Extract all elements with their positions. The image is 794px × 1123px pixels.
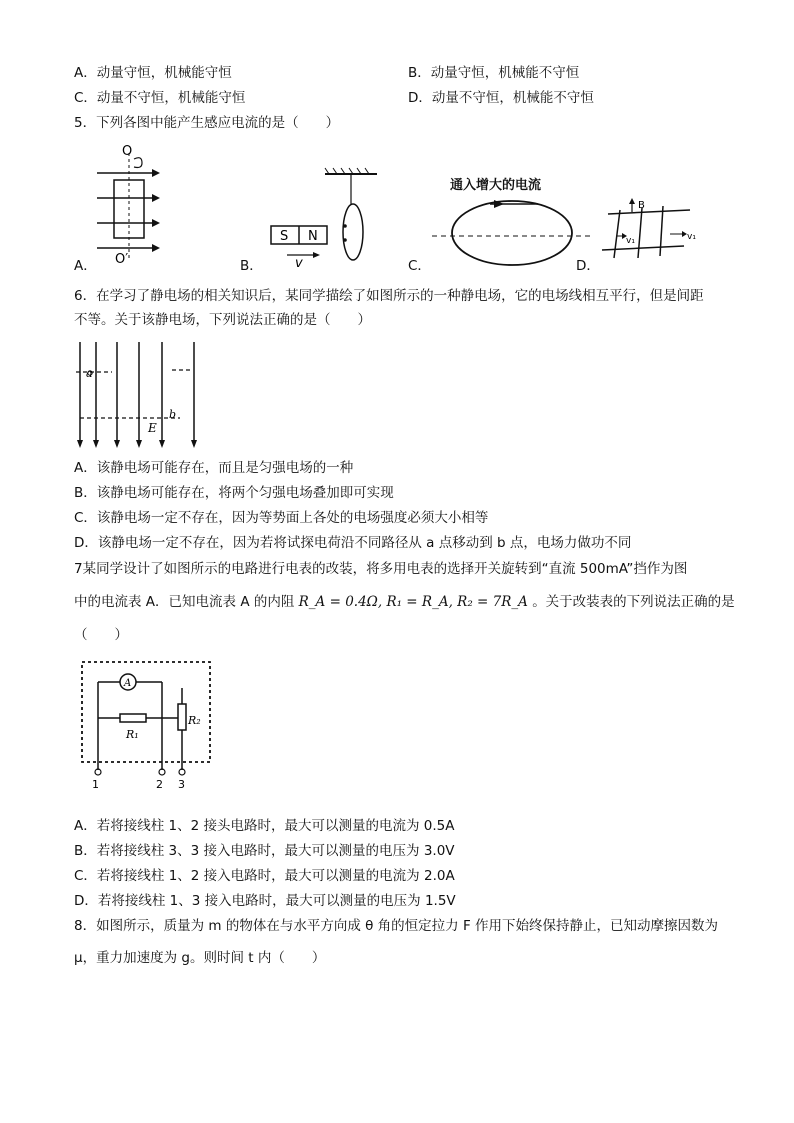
q6-option-b: B．该静电场可能存在，将两个匀强电场叠加即可实现 xyxy=(74,485,394,501)
q5-figure-c xyxy=(432,196,592,271)
q7-ammeter-label: A xyxy=(124,678,132,689)
q6-stem-line2: 不等。关于该静电场，下列说法正确的是（ ） xyxy=(74,312,371,328)
q5c-caption: 通入增大的电流 xyxy=(450,178,542,193)
q7-circuit-figure xyxy=(80,658,215,790)
q7-option-d: D．若将接线柱 1、3 接入电路时，最大可以测量的电压为 1.5V xyxy=(74,893,456,909)
q5-figure-a xyxy=(92,143,172,268)
q7-terminal-2: 2 xyxy=(156,778,163,791)
q7-resistance-formula: R_A = 0.4Ω, R₁ = R_A, R₂ = 7R_A xyxy=(298,594,528,610)
q6-point-b: b xyxy=(169,408,177,421)
q5-figure-b xyxy=(265,168,385,271)
q6-option-a: A．该静电场可能存在，而且是匀强电场的一种 xyxy=(74,460,354,476)
q5-fig-c-label: C． xyxy=(408,258,431,274)
q5d-field-label: B xyxy=(638,200,645,211)
q5-fig-b-label: B． xyxy=(240,258,263,274)
q7-stem-line2-pre: 中的电流表 A．已知电流表 A 的内阻 xyxy=(74,594,295,610)
q7-option-c: C．若将接线柱 1、2 接入电路时，最大可以测量的电流为 2.0A xyxy=(74,868,455,884)
q5a-axis-bottom-label: O′ xyxy=(115,252,129,267)
q7-stem-line2-post: 。关于改装表的下列说法正确的是 xyxy=(532,594,735,610)
q5b-magnet-n: N xyxy=(308,229,318,244)
q5d-v1-left: v₁ xyxy=(626,236,635,246)
q7-r1-label: R₁ xyxy=(126,728,139,741)
q7-terminal-1: 1 xyxy=(92,778,99,791)
q6-field-figure xyxy=(72,340,212,452)
q5-stem: 5．下列各图中能产生感应电流的是（ ） xyxy=(74,115,340,131)
q5b-magnet-s: S xyxy=(280,229,289,244)
q4-option-a: A．动量守恒，机械能守恒 xyxy=(74,65,232,81)
q6-option-c: C．该静电场一定不存在，因为等势面上各处的电场强度必须大小相等 xyxy=(74,510,489,526)
q5a-axis-top-label: O xyxy=(122,144,133,159)
q7-r2-label: R₂ xyxy=(188,714,201,727)
q5-figure-d xyxy=(598,198,708,263)
q7-stem-line2 xyxy=(74,592,735,612)
q7-terminal-3: 3 xyxy=(178,778,185,791)
q4-option-d: D．动量不守恒，机械能不守恒 xyxy=(408,90,594,106)
q5-fig-d-label: D． xyxy=(576,258,600,274)
q5b-velocity-label: v xyxy=(295,256,303,271)
q4-option-b: B．动量守恒，机械能不守恒 xyxy=(408,65,580,81)
q7-stem-line3: （ ） xyxy=(74,627,128,643)
q8-stem-line2: μ，重力加速度为 g。则时间 t 内（ ） xyxy=(74,950,326,966)
q4-option-c: C．动量不守恒，机械能守恒 xyxy=(74,90,246,106)
q7-option-b: B．若将接线柱 3、3 接入电路时，最大可以测量的电压为 3.0V xyxy=(74,843,455,859)
q8-stem-line1: 8．如图所示，质量为 m 的物体在与水平方向成 θ 角的恒定拉力 F 作用下始终保持静止，已知动摩擦因数为 xyxy=(74,918,719,934)
q6-field-label: E xyxy=(148,421,157,435)
q6-point-a: a xyxy=(86,367,93,380)
q7-stem-line1: 7某同学设计了如图所示的电路进行电表的改装，将多用电表的选择开关旋转到“直流 500mA”挡作为图 xyxy=(74,561,688,577)
q5d-v1-right: v₁ xyxy=(687,232,696,242)
q6-option-d: D．该静电场一定不存在，因为若将试探电荷沿不同路径从 a 点移动到 b 点，电场力做功不同 xyxy=(74,535,632,551)
q5-fig-a-label: A． xyxy=(74,258,97,274)
q7-option-a: A．若将接线柱 1、2 接头电路时，最大可以测量的电流为 0.5A xyxy=(74,818,455,834)
q6-stem-line1: 6．在学习了静电场的相关知识后，某同学描绘了如图所示的一种静电场，它的电场线相互平行，但是间距 xyxy=(74,288,704,304)
